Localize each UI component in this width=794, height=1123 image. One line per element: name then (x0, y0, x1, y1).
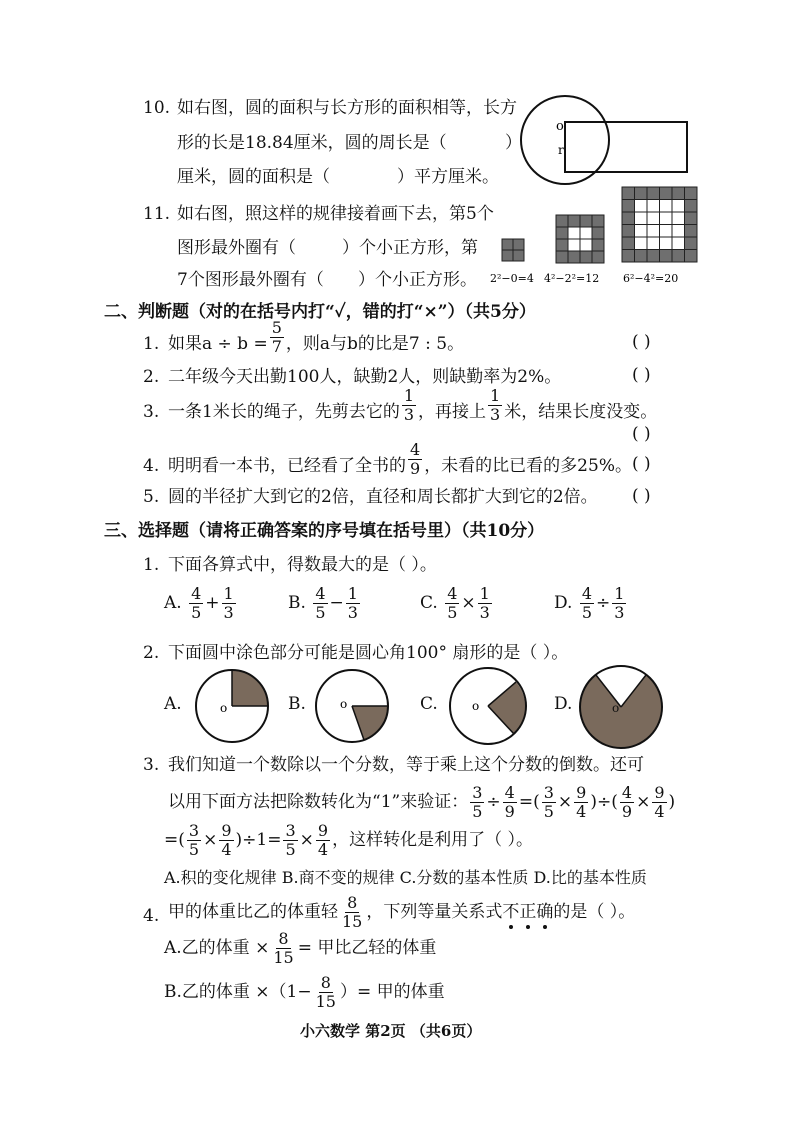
fig-center-label: o (556, 119, 564, 134)
j2-answer-paren[interactable]: ( ) (632, 365, 651, 385)
pattern-square (502, 239, 513, 250)
pattern-square (685, 237, 698, 250)
pattern-square (513, 250, 524, 261)
q10-line2b: ） (505, 133, 522, 153)
j5-number: 5. (143, 487, 160, 507)
pattern-square (556, 215, 568, 227)
q10-line1: 如右图，圆的面积与长方形的面积相等，长方 (177, 98, 517, 118)
pattern-square (580, 239, 592, 251)
q11-line1: 如右图，照这样的规律接着画下去，第5个 (177, 204, 494, 224)
pattern-square (592, 227, 604, 239)
pattern-square (580, 215, 592, 227)
pattern-square (622, 250, 635, 263)
pattern-square (647, 250, 660, 263)
c2-circle-d[interactable] (576, 662, 666, 752)
j5-text: 圆的半径扩大到它的2倍，直径和周长都扩大到它的2倍。 (168, 487, 598, 507)
pattern-square (672, 200, 685, 213)
j3-number: 3. (143, 402, 160, 422)
c2-option-b-label[interactable]: B. (288, 694, 306, 714)
c2-text: 下面圆中涂色部分可能是圆心角100° 扇形的是（ ）。 (168, 643, 569, 663)
pattern-square (685, 250, 698, 263)
pattern-grid-4 (556, 215, 604, 263)
c2-option-c-label[interactable]: C. (420, 694, 438, 714)
c2-circle-c[interactable] (446, 664, 530, 748)
pattern-square (672, 187, 685, 200)
c2-circle-a[interactable] (192, 666, 272, 746)
section3-title: 三、选择题（请将正确答案的序号填在括号里）（共10分） (104, 521, 545, 541)
pattern-square (660, 187, 673, 200)
pattern-square (635, 250, 648, 263)
pattern-square (622, 187, 635, 200)
j2-text: 二年级今天出勤100人，缺勤2人，则缺勤率为2%。 (168, 367, 562, 387)
q10-line2a: 形的长是18.84厘米，圆的周长是（ (177, 133, 447, 153)
emphasis-dot-3: 确 (536, 902, 554, 922)
c2-option-a-label[interactable]: A. (164, 694, 182, 714)
section2-title: 二、判断题（对的在括号内打“✓，错的打“×”）（共5分） (104, 302, 536, 322)
j3-answer-paren[interactable]: ( ) (632, 424, 651, 444)
caption-1: 2²−0=4 (490, 272, 534, 285)
emphasis-dot-2: 正 (519, 902, 537, 922)
q11-line2b: ）个小正方形，第 (342, 238, 478, 258)
pattern-square (592, 239, 604, 251)
pattern-square (672, 212, 685, 225)
pattern-square (647, 237, 660, 250)
pattern-square (660, 237, 673, 250)
pattern-square (556, 227, 568, 239)
c4-option-a[interactable]: A.乙的体重 × $\frac{8}{15}$ = 甲比乙轻的体重 (164, 929, 437, 967)
pattern-square (647, 225, 660, 238)
pattern-square (635, 225, 648, 238)
pattern-square (647, 212, 660, 225)
c2-option-d-label[interactable]: D. (554, 694, 573, 714)
pattern-grid-6 (622, 187, 697, 262)
c1-number: 1. (143, 555, 160, 575)
c1-option-b[interactable]: B. $\frac{4}{5}$ − $\frac{1}{3}$ (288, 584, 358, 622)
q11-line2a: 图形最外圈有（ (177, 238, 296, 258)
c4-number: 4. (143, 906, 160, 926)
caption-2: 4²−2²=12 (544, 272, 600, 285)
c3-line1: 我们知道一个数除以一个分数，等于乘上这个分数的倒数。还可 (168, 755, 644, 775)
pattern-square (672, 237, 685, 250)
pattern-square (568, 227, 580, 239)
j4-number: 4. (143, 456, 160, 476)
pattern-square (635, 212, 648, 225)
pattern-square (635, 200, 648, 213)
pattern-square (647, 200, 660, 213)
c2-c-center: o (472, 699, 480, 713)
c3-choices[interactable]: A.积的变化规律 B.商不变的规律 C.分数的基本性质 D.比的基本性质 (164, 868, 647, 887)
fig-radius-label: r (558, 143, 564, 157)
c2-a-center: o (220, 701, 228, 715)
j4-text: 明明看一本书，已经看了全书的 $\frac{4}{9}$ ，未看的比已看的多25%。 (168, 440, 632, 478)
circle-rectangle-figure (520, 92, 700, 192)
c3-line2: 以用下面方法把除数转化为“1”来验证： $\frac{3}{5}$ ÷ $\frac{4}{9}$ =( $\frac{3}{5}$ × $\frac{9}{4}$ )÷( $\frac{4}{9}$ × $\frac{9}{4}$ ) (168, 783, 676, 821)
q11-line3b: ）个小正方形。 (358, 270, 477, 290)
c1-option-d[interactable]: D. $\frac{4}{5}$ ÷ $\frac{1}{3}$ (554, 584, 625, 622)
pattern-square (685, 225, 698, 238)
j3-text: 一条1米长的绳子，先剪去它的 $\frac{1}{3}$ ，再接上 $\frac{1}{3}$ 米，结果长度没变。 (168, 386, 658, 424)
c1-option-a[interactable]: A. $\frac{4}{5}$ + $\frac{1}{3}$ (164, 584, 234, 622)
j1-number: 1. (143, 334, 160, 354)
pattern-square (592, 215, 604, 227)
pattern-square (622, 225, 635, 238)
c3-number: 3. (143, 755, 160, 775)
c1-option-c[interactable]: C. $\frac{4}{5}$ × $\frac{1}{3}$ (420, 584, 490, 622)
q11-line3a: 7个图形最外圈有（ (177, 270, 324, 290)
j2-number: 2. (143, 367, 160, 387)
q10-number: 10. (143, 98, 171, 118)
pattern-square (622, 237, 635, 250)
pattern-square (580, 227, 592, 239)
c1-text: 下面各算式中，得数最大的是（ ）。 (168, 555, 437, 575)
page-footer: 小六数学 第2页 （共6页） (300, 1022, 482, 1040)
pattern-square (622, 200, 635, 213)
pattern-square (556, 251, 568, 263)
c3-line3: =( $\frac{3}{5}$ × $\frac{9}{4}$ )÷1= $\frac{3}{5}$ × $\frac{9}{4}$ ，这样转化是利用了（ ）。 (164, 821, 534, 859)
pattern-square (568, 239, 580, 251)
pattern-square (513, 239, 524, 250)
pattern-square (672, 250, 685, 263)
c4-stem: 甲的体重比乙的体重轻 $\frac{8}{15}$ ，下列等量关系式不正确的是（ ）。 (168, 893, 636, 931)
pattern-square (622, 212, 635, 225)
pattern-square (592, 251, 604, 263)
pattern-square (660, 225, 673, 238)
pattern-square (647, 187, 660, 200)
pattern-square (685, 200, 698, 213)
pattern-grid-2 (502, 239, 524, 261)
pattern-square (660, 250, 673, 263)
c2-b-center: o (340, 697, 348, 711)
pattern-square (580, 251, 592, 263)
pattern-square (672, 225, 685, 238)
pattern-square (660, 200, 673, 213)
pattern-square (568, 251, 580, 263)
q10-line3b: ）平方厘米。 (397, 167, 499, 187)
pattern-square (660, 212, 673, 225)
pattern-square (635, 237, 648, 250)
q11-number: 11. (143, 204, 171, 224)
pattern-square (556, 239, 568, 251)
pattern-square (685, 187, 698, 200)
j1-text: 如果a ÷ b = $\frac{5}{7}$ ，则a与b的比是7 : 5。 (168, 318, 465, 356)
c2-number: 2. (143, 643, 160, 663)
pattern-square (685, 212, 698, 225)
pattern-square (502, 250, 513, 261)
j5-answer-paren[interactable]: ( ) (632, 486, 651, 506)
q10-line3a: 厘米，圆的面积是（ (177, 167, 330, 187)
j1-answer-paren[interactable]: ( ) (632, 332, 651, 352)
square-pattern-figure (488, 185, 698, 285)
pattern-square (568, 215, 580, 227)
c4-option-b[interactable]: B.乙的体重 ×（1− $\frac{8}{15}$ ）= 甲的体重 (164, 973, 445, 1011)
caption-3: 6²−4²=20 (623, 272, 679, 285)
c2-circle-b[interactable] (312, 666, 392, 746)
pattern-square (635, 187, 648, 200)
c2-d-center: o (612, 701, 620, 715)
emphasis-dot-1: 不 (502, 902, 520, 922)
j4-answer-paren[interactable]: ( ) (632, 454, 651, 474)
